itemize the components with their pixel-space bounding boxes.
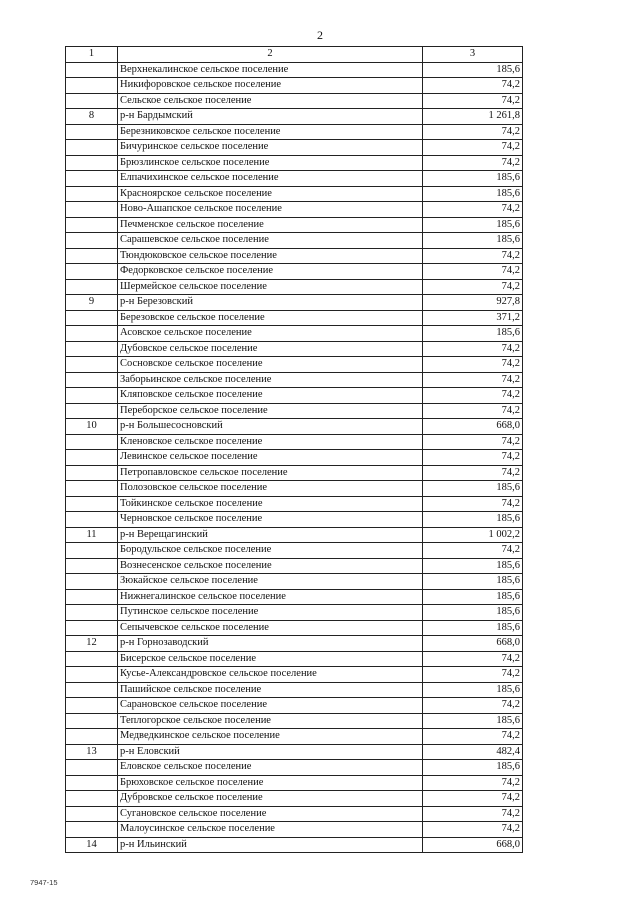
row-number-cell (66, 713, 118, 729)
row-name-cell: Малоусинское сельское поселение (118, 822, 423, 838)
row-number-cell (66, 78, 118, 94)
table-row (66, 248, 523, 264)
table-row (66, 760, 523, 776)
row-amount-cell: 74,2 (423, 155, 523, 171)
table-row (66, 574, 523, 590)
row-amount-cell: 185,6 (423, 326, 523, 342)
table-row (66, 465, 523, 481)
table-row (66, 512, 523, 528)
document-code: 7947-15 (30, 878, 58, 887)
row-amount-cell: 74,2 (423, 279, 523, 295)
row-amount-cell: 74,2 (423, 775, 523, 791)
row-name-cell: Брюзлинское сельское поселение (118, 155, 423, 171)
row-number-cell (66, 729, 118, 745)
row-amount-cell: 74,2 (423, 372, 523, 388)
row-number-cell (66, 341, 118, 357)
row-name-cell: р-н Березовский (118, 295, 423, 311)
row-name-cell: Кленовское сельское поселение (118, 434, 423, 450)
row-number-cell (66, 264, 118, 280)
row-name-cell: Дубовское сельское поселение (118, 341, 423, 357)
row-number-cell (66, 202, 118, 218)
table-row (66, 775, 523, 791)
row-name-cell: Пашийское сельское поселение (118, 682, 423, 698)
row-amount-cell: 668,0 (423, 636, 523, 652)
row-number-cell: 9 (66, 295, 118, 311)
row-number-cell (66, 667, 118, 683)
table-row (66, 837, 523, 853)
table-row (66, 698, 523, 714)
row-name-cell: Нижнегалинское сельское поселение (118, 589, 423, 605)
row-number-cell (66, 372, 118, 388)
table-row (66, 589, 523, 605)
row-number-cell (66, 698, 118, 714)
table-row (66, 124, 523, 140)
table-row (66, 744, 523, 760)
row-amount-cell: 74,2 (423, 543, 523, 559)
row-number-cell (66, 140, 118, 156)
row-name-cell: Полозовское сельское поселение (118, 481, 423, 497)
row-amount-cell: 482,4 (423, 744, 523, 760)
row-amount-cell: 74,2 (423, 651, 523, 667)
row-number-cell: 13 (66, 744, 118, 760)
row-number-cell (66, 589, 118, 605)
table-row (66, 822, 523, 838)
table-row (66, 496, 523, 512)
table-row (66, 186, 523, 202)
row-number-cell (66, 465, 118, 481)
row-name-cell: Сельское сельское поселение (118, 93, 423, 109)
table-row (66, 171, 523, 187)
table-row (66, 93, 523, 109)
row-amount-cell: 185,6 (423, 589, 523, 605)
table-row (66, 109, 523, 125)
row-amount-cell: 185,6 (423, 171, 523, 187)
table-row (66, 558, 523, 574)
row-number-cell: 14 (66, 837, 118, 853)
table-row (66, 636, 523, 652)
row-number-cell (66, 357, 118, 373)
row-amount-cell: 74,2 (423, 357, 523, 373)
row-name-cell: Верхнекалинское сельское поселение (118, 62, 423, 78)
page-number: 2 (317, 28, 323, 42)
row-amount-cell: 668,0 (423, 419, 523, 435)
row-name-cell: Переборское сельское поселение (118, 403, 423, 419)
row-name-cell: Зюкайское сельское поселение (118, 574, 423, 590)
table-row (66, 806, 523, 822)
row-number-cell (66, 791, 118, 807)
row-name-cell: Путинское сельское поселение (118, 605, 423, 621)
table-row (66, 682, 523, 698)
table-row (66, 295, 523, 311)
row-number-cell (66, 806, 118, 822)
row-amount-cell: 1 261,8 (423, 109, 523, 125)
row-amount-cell: 185,6 (423, 682, 523, 698)
row-amount-cell: 185,6 (423, 512, 523, 528)
row-name-cell: Заборьинское сельское поселение (118, 372, 423, 388)
row-amount-cell: 371,2 (423, 310, 523, 326)
row-amount-cell: 668,0 (423, 837, 523, 853)
table-row (66, 372, 523, 388)
row-name-cell: Печменское сельское поселение (118, 217, 423, 233)
row-name-cell: Бисерское сельское поселение (118, 651, 423, 667)
table-row (66, 419, 523, 435)
row-amount-cell: 74,2 (423, 806, 523, 822)
row-number-cell (66, 543, 118, 559)
column-header-number: 1 (66, 47, 118, 63)
row-number-cell (66, 760, 118, 776)
row-name-cell: Дубровское сельское поселение (118, 791, 423, 807)
row-amount-cell: 74,2 (423, 822, 523, 838)
row-amount-cell: 185,6 (423, 574, 523, 590)
table-row (66, 341, 523, 357)
row-name-cell: Бородульское сельское поселение (118, 543, 423, 559)
row-number-cell (66, 326, 118, 342)
row-name-cell: Тюндюковское сельское поселение (118, 248, 423, 264)
row-amount-cell: 927,8 (423, 295, 523, 311)
row-amount-cell: 185,6 (423, 558, 523, 574)
row-amount-cell: 74,2 (423, 248, 523, 264)
table-row (66, 264, 523, 280)
row-name-cell: Федорковское сельское поселение (118, 264, 423, 280)
table-row (66, 388, 523, 404)
row-name-cell: Сугановское сельское поселение (118, 806, 423, 822)
row-number-cell: 10 (66, 419, 118, 435)
row-name-cell: Тойкинское сельское поселение (118, 496, 423, 512)
row-number-cell (66, 171, 118, 187)
row-amount-cell: 74,2 (423, 93, 523, 109)
row-amount-cell: 74,2 (423, 465, 523, 481)
row-amount-cell: 74,2 (423, 264, 523, 280)
row-amount-cell: 185,6 (423, 217, 523, 233)
row-number-cell (66, 775, 118, 791)
row-number-cell: 12 (66, 636, 118, 652)
row-name-cell: Шермейское сельское поселение (118, 279, 423, 295)
row-amount-cell: 74,2 (423, 124, 523, 140)
table-row (66, 620, 523, 636)
row-name-cell: Сепычевское сельское поселение (118, 620, 423, 636)
row-name-cell: Еловское сельское поселение (118, 760, 423, 776)
table-row (66, 326, 523, 342)
table-row (66, 605, 523, 621)
row-number-cell (66, 605, 118, 621)
row-number-cell (66, 512, 118, 528)
row-number-cell (66, 403, 118, 419)
row-name-cell: Вознесенское сельское поселение (118, 558, 423, 574)
table-row (66, 729, 523, 745)
table-row (66, 279, 523, 295)
row-amount-cell: 74,2 (423, 78, 523, 94)
row-amount-cell: 74,2 (423, 140, 523, 156)
row-amount-cell: 74,2 (423, 496, 523, 512)
row-number-cell (66, 620, 118, 636)
row-name-cell: Бичуринское сельское поселение (118, 140, 423, 156)
row-amount-cell: 74,2 (423, 450, 523, 466)
table-row (66, 140, 523, 156)
table-row (66, 155, 523, 171)
row-amount-cell: 185,6 (423, 186, 523, 202)
row-name-cell: р-н Большесосновский (118, 419, 423, 435)
row-number-cell (66, 450, 118, 466)
row-name-cell: Брюховское сельское поселение (118, 775, 423, 791)
row-number-cell (66, 155, 118, 171)
table-row (66, 233, 523, 249)
row-number-cell (66, 682, 118, 698)
row-name-cell: р-н Ильинский (118, 837, 423, 853)
table-row (66, 527, 523, 543)
row-amount-cell: 74,2 (423, 202, 523, 218)
row-number-cell (66, 279, 118, 295)
row-number-cell (66, 248, 118, 264)
row-number-cell (66, 186, 118, 202)
table-row (66, 310, 523, 326)
table-row (66, 651, 523, 667)
row-name-cell: Петропавловское сельское поселение (118, 465, 423, 481)
data-table (65, 46, 523, 853)
row-name-cell: Ново-Ашапское сельское поселение (118, 202, 423, 218)
row-name-cell: Сарашевское сельское поселение (118, 233, 423, 249)
row-amount-cell: 74,2 (423, 434, 523, 450)
row-number-cell (66, 481, 118, 497)
row-amount-cell: 74,2 (423, 698, 523, 714)
row-number-cell: 8 (66, 109, 118, 125)
table-row (66, 667, 523, 683)
table-row (66, 543, 523, 559)
row-number-cell (66, 233, 118, 249)
table-header-row (66, 47, 523, 63)
table-row (66, 78, 523, 94)
row-amount-cell: 74,2 (423, 729, 523, 745)
row-name-cell: р-н Верещагинский (118, 527, 423, 543)
table-row (66, 791, 523, 807)
row-name-cell: Березниковское сельское поселение (118, 124, 423, 140)
row-amount-cell: 185,6 (423, 62, 523, 78)
row-name-cell: Медведкинское сельское поселение (118, 729, 423, 745)
row-name-cell: Кляповское сельское поселение (118, 388, 423, 404)
row-number-cell (66, 651, 118, 667)
table-row (66, 713, 523, 729)
row-amount-cell: 74,2 (423, 403, 523, 419)
row-name-cell: Левинское сельское поселение (118, 450, 423, 466)
row-amount-cell: 74,2 (423, 667, 523, 683)
table-row (66, 434, 523, 450)
row-name-cell: р-н Бардымский (118, 109, 423, 125)
row-number-cell (66, 822, 118, 838)
row-name-cell: Красноярское сельское поселение (118, 186, 423, 202)
column-header-amount: 3 (423, 47, 523, 63)
row-number-cell (66, 62, 118, 78)
row-amount-cell: 185,6 (423, 760, 523, 776)
row-amount-cell: 185,6 (423, 605, 523, 621)
table-row (66, 450, 523, 466)
table-row (66, 357, 523, 373)
row-name-cell: Сарановское сельское поселение (118, 698, 423, 714)
row-amount-cell: 185,6 (423, 620, 523, 636)
row-amount-cell: 74,2 (423, 791, 523, 807)
row-number-cell (66, 310, 118, 326)
table-row (66, 62, 523, 78)
row-number-cell (66, 574, 118, 590)
row-number-cell (66, 124, 118, 140)
row-amount-cell: 185,6 (423, 481, 523, 497)
row-amount-cell: 1 002,2 (423, 527, 523, 543)
row-amount-cell: 74,2 (423, 341, 523, 357)
row-number-cell: 11 (66, 527, 118, 543)
row-name-cell: Никифоровское сельское поселение (118, 78, 423, 94)
row-number-cell (66, 217, 118, 233)
row-amount-cell: 74,2 (423, 388, 523, 404)
row-name-cell: Березовское сельское поселение (118, 310, 423, 326)
table-row (66, 403, 523, 419)
row-name-cell: р-н Еловский (118, 744, 423, 760)
row-name-cell: Черновское сельское поселение (118, 512, 423, 528)
row-name-cell: Кусье-Александровское сельское поселение (118, 667, 423, 683)
row-number-cell (66, 558, 118, 574)
row-amount-cell: 185,6 (423, 713, 523, 729)
row-number-cell (66, 434, 118, 450)
row-name-cell: р-н Горнозаводский (118, 636, 423, 652)
row-name-cell: Асовское сельское поселение (118, 326, 423, 342)
table-row (66, 202, 523, 218)
row-number-cell (66, 388, 118, 404)
row-name-cell: Елпачихинское сельское поселение (118, 171, 423, 187)
table-row (66, 217, 523, 233)
row-number-cell (66, 496, 118, 512)
row-name-cell: Теплогорское сельское поселение (118, 713, 423, 729)
row-amount-cell: 185,6 (423, 233, 523, 249)
row-name-cell: Сосновское сельское поселение (118, 357, 423, 373)
column-header-name: 2 (118, 47, 423, 63)
row-number-cell (66, 93, 118, 109)
table-row (66, 481, 523, 497)
